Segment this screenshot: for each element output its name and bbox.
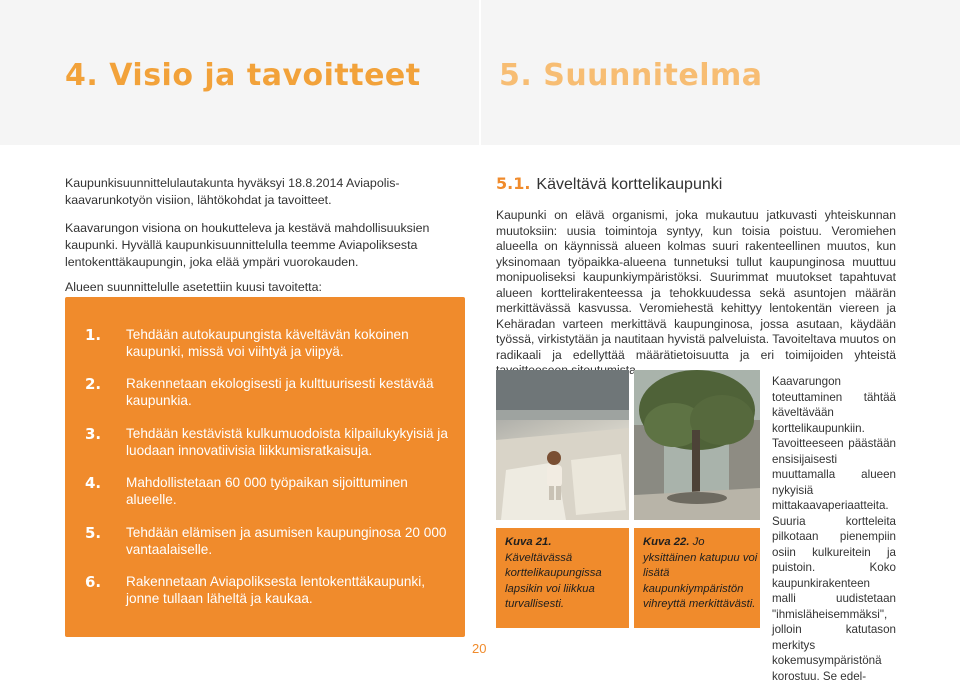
goals-intro: Alueen suunnittelulle asetettiin kuusi tavoitetta:: [65, 280, 322, 294]
goal-number: 2.: [85, 375, 102, 393]
section-heading: [496, 174, 722, 194]
left-page-title: 4. Visio ja tavoitteet: [65, 58, 421, 93]
left-header-band: [0, 0, 479, 145]
goal-text: Rakennetaan ekologisesti ja kulttuurisesti kestävää kaupunkia.: [126, 376, 434, 408]
goal-text: Rakennetaan Aviapoliksesta lentokenttäkaupunki, jonne tullaan läheltä ja kaukaa.: [126, 574, 426, 606]
side-column-text: Kaavarungon toteuttaminen tähtää käveltävään korttelikaupunkiin. Tavoitteeseen päästään ensisijaisesti muuttamalla alueen nykyisiä mittakaavaperiaatteita. Suuria kortteleita pilkotaan pienempiin osiin kulkureitein ja puistoin. Koko kaupunkirakenteen malli uudistetaan "ihmisläheisemmäksi", jolloin katutason merkitys kokemusympäristönä korostuu. Se edel-: [772, 375, 896, 683]
caption-22-label: Kuva 22.: [643, 536, 690, 548]
caption-21-text: Käveltävässä korttelikaupungissa lapsikin voi liikkua turvallisesti.: [505, 551, 602, 610]
intro-paragraph: Kaupunkisuunnittelulautakunta hyväksyi 18.8.2014 Aviapolis-kaavarunkotyön visiion, lähtökohdat ja tavoitteet.: [65, 176, 400, 207]
goal-text: Mahdollistetaan 60 000 työpaikan sijoittuminen alueelle.: [126, 475, 408, 507]
caption-22: [643, 535, 761, 613]
right-header-band: [481, 0, 960, 145]
goal-text: Tehdään elämisen ja asumisen kaupunginosa 20 000 vantaalaiselle.: [126, 525, 447, 557]
vision-paragraph: Kaavarungon visiona on houkutteleva ja kestävä mahdollisuuksien kaupunki. Hyvällä kaupunkisuunnittelulla teemme Aviapoliksesta lentokenttäkaupungin, joka elää ympäri vuorokauden.: [65, 221, 430, 269]
goal-text: Tehdään kestävistä kulkumuodoista kilpailukykyisiä ja luodaan innovatiivisia liikkumisratkaisuja.: [126, 426, 448, 458]
right-page-title: 5. Suunnitelma: [499, 58, 763, 93]
page-number: 20: [472, 641, 487, 656]
goal-number: 4.: [85, 474, 102, 492]
goal-number: 3.: [85, 425, 102, 443]
caption-box-22: [634, 528, 760, 628]
goal-text: Tehdään autokaupungista käveltävän kokoinen kaupunki, missä voi viihtyä ja viipyä.: [126, 327, 409, 359]
photo-child-walking: [496, 370, 629, 520]
goal-number: 6.: [85, 573, 102, 591]
caption-22-text: Jo yksittäinen katupuu voi lisätä kaupunkiympäristön vihreyttä merkittävästi.: [643, 536, 758, 610]
photo-street-tree: [634, 370, 760, 520]
caption-21-label: Kuva 21.: [505, 536, 552, 548]
goal-number: 5.: [85, 524, 102, 542]
caption-21: [505, 535, 623, 613]
section-number: 5.1.: [496, 174, 531, 193]
goal-number: 1.: [85, 326, 102, 344]
caption-box-21: [496, 528, 629, 628]
section-title: Käveltävä korttelikaupunki: [536, 176, 723, 193]
section-body: Kaupunki on elävä organismi, joka mukautuu jatkuvasti yhteiskunnan muutoksiin: uusia toimintoja syntyy, kun toisia poistuu. Veromiehen alueella on käynnissä alueen kolmas suuri rakenteellinen muutos, kun yksinomaan työpaikka-alueena tunnetuksi tullut kaupunginosa muuttuu monipuoliseksi kaupunkiympäristöksi. Suurimmat muutokset tapahtuvat alueen korttelirakenteessa ja tehokkuudessa sekä asuntojen määrän merkittävässä kasvussa. Veromiehestä kehittyy lentokentän viereen ja Kehäradan varteen merkittävä kaupunginosa, jossa asutaan, käydään työssä, virkistytään ja nautitaan hyvistä palveluista. Tavoiteltava muutos on radikaali ja edellyttää määrätietoisuutta ja eri toimijoiden yhteistä: [496, 208, 896, 362]
goals-box: [65, 297, 465, 637]
